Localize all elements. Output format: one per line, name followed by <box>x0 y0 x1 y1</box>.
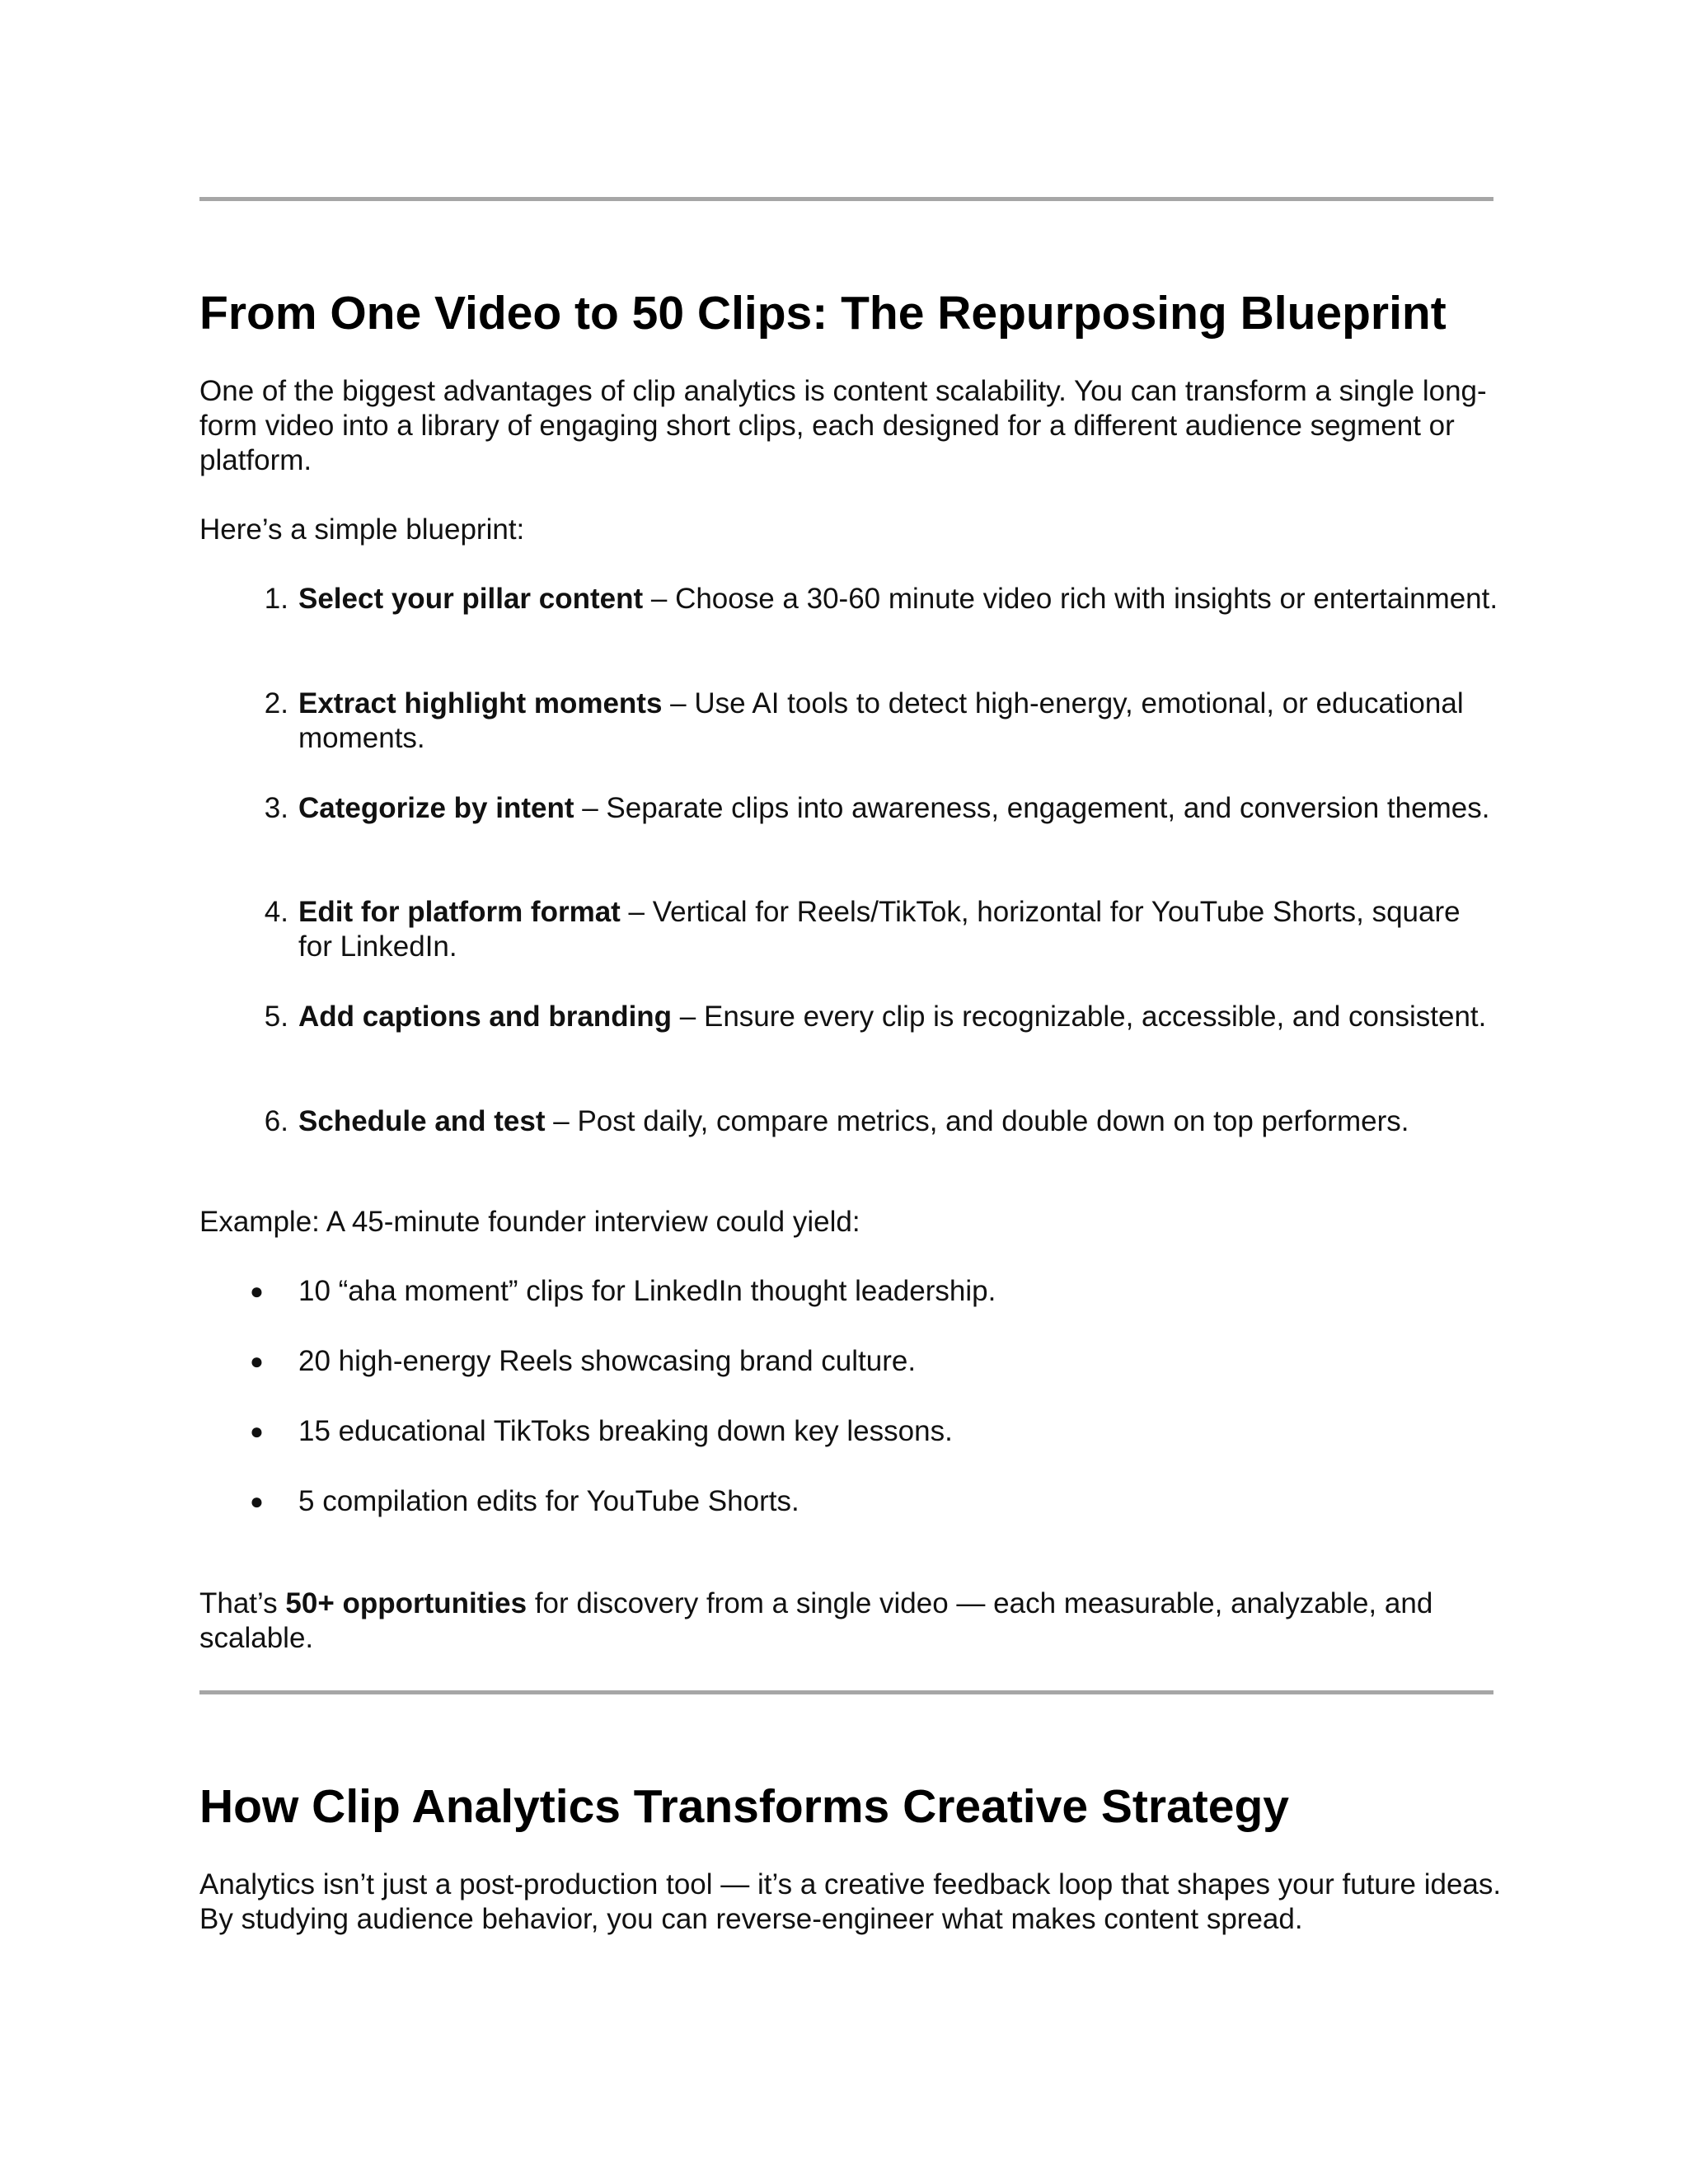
list-item-description: – Vertical for Reels/TikTok, horizontal for YouTube Shorts, square for LinkedIn. <box>298 896 1461 963</box>
paragraph <box>199 1586 1502 1656</box>
list-item-title: Add captions and branding <box>298 1001 673 1033</box>
bullet-icon: ● <box>250 1488 264 1514</box>
conclusion-emphasis: 50+ opportunities <box>285 1587 528 1619</box>
paragraph: Here’s a simple blueprint: <box>199 513 525 546</box>
list-item-text: 15 educational TikToks breaking down key lessons. <box>298 1415 953 1447</box>
list-item-description: – Ensure every clip is recognizable, accessible, and consistent. <box>672 1001 1487 1033</box>
list-number: 5. <box>264 1001 288 1033</box>
list-item-description: – Use AI tools to detect high-energy, emotional, or educational moments. <box>298 687 1464 754</box>
list-number: 6. <box>264 1105 288 1137</box>
list-number: 3. <box>264 792 288 824</box>
paragraph: Analytics isn’t just a post-production tool — it’s a creative feedback loop that shapes your future ideas. By studying audience behavior, you can reverse-engineer what makes content spread. <box>199 1868 1502 1935</box>
list-number: 2. <box>264 687 288 719</box>
bullet-icon: ● <box>250 1278 264 1304</box>
conclusion-suffix: for discovery from a single video — each measurable, analyzable, and scalable. <box>199 1587 1433 1654</box>
list-item-text: 10 “aha moment” clips for LinkedIn thought leadership. <box>298 1275 996 1307</box>
list-number: 4. <box>264 896 288 928</box>
list-item-text <box>298 1000 1502 1034</box>
horizontal-divider <box>199 197 1493 201</box>
list-item-description: – Post daily, compare metrics, and double down on top performers. <box>545 1105 1409 1137</box>
list-item-title: Select your pillar content <box>298 583 644 615</box>
list-item-text: 20 high-energy Reels showcasing brand culture. <box>298 1345 917 1377</box>
section-heading: How Clip Analytics Transforms Creative Strategy <box>199 1780 1289 1833</box>
paragraph: Example: A 45-minute founder interview could yield: <box>199 1206 860 1238</box>
list-item-title: Categorize by intent <box>298 792 574 824</box>
list-item-description: – Separate clips into awareness, engagement, and conversion themes. <box>574 792 1490 824</box>
list-item-title: Schedule and test <box>298 1105 546 1137</box>
bullet-icon: ● <box>250 1418 264 1444</box>
list-item-text <box>298 687 1502 756</box>
bullet-icon: ● <box>250 1348 264 1374</box>
list-item-text <box>298 791 1502 826</box>
list-item-description: – Choose a 30-60 minute video rich with insights or entertainment. <box>643 583 1498 615</box>
list-item-text <box>298 582 1502 616</box>
list-item-text: 5 compilation edits for YouTube Shorts. <box>298 1485 799 1517</box>
list-item-title: Extract highlight moments <box>298 687 663 719</box>
section-heading: From One Video to 50 Clips: The Repurposing Blueprint <box>199 287 1447 340</box>
horizontal-divider <box>199 1690 1493 1694</box>
list-number: 1. <box>264 583 288 615</box>
list-item-text <box>298 895 1502 964</box>
list-item-title: Edit for platform format <box>298 896 621 928</box>
paragraph: One of the biggest advantages of clip analytics is content scalability. You can transform a single long-form video into a library of engaging short clips, each designed for a different audience segment or platform. <box>199 375 1487 476</box>
conclusion-prefix: That’s <box>199 1587 286 1619</box>
list-item-text <box>298 1104 1502 1139</box>
